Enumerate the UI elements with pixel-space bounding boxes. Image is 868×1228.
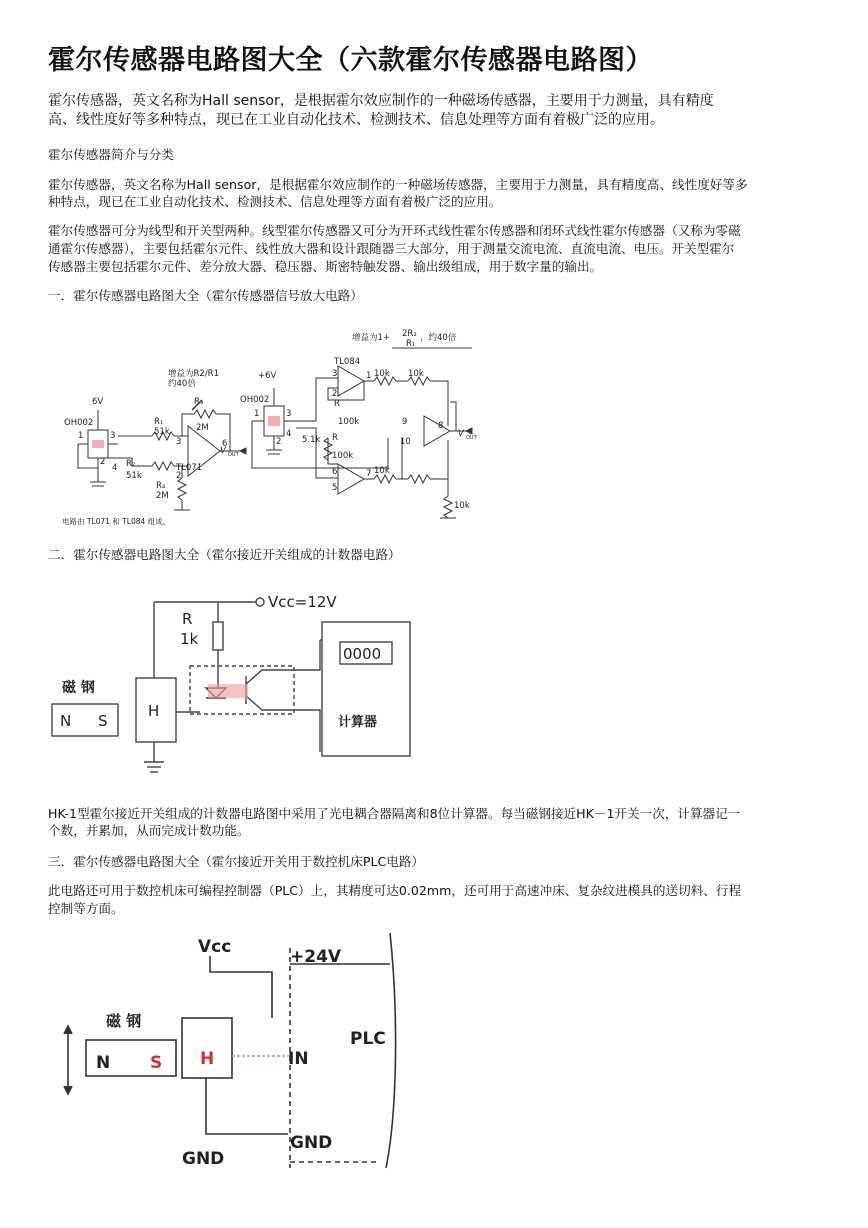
fig1-right-pin3: 3	[332, 369, 338, 379]
amplifier-circuit-figure	[52, 318, 502, 533]
fig1-left-pin3: 3	[110, 431, 116, 441]
fig1-right-supply: +6V	[258, 371, 277, 381]
fig1-right-pin7: 7	[366, 469, 372, 479]
fig1-right-pin5: 5	[332, 483, 338, 493]
heading-1: 一．霍尔传感器电路图大全（霍尔传感器信号放大电路）	[48, 288, 363, 303]
fig1-right-pin2: 2	[276, 437, 282, 447]
fig3-gnd-right: GND	[290, 1133, 333, 1153]
fig1-right-pin1: 1	[366, 371, 372, 381]
fig1-left-r2-value: 51k	[126, 471, 142, 481]
fig1-left-rf-label: R₃	[194, 397, 204, 407]
counter-circuit-figure	[50, 592, 420, 792]
section-heading-intro: 霍尔传感器简介与分类	[48, 147, 174, 162]
fig2-n: N	[60, 712, 72, 730]
fig1-left-pin1: 1	[78, 431, 84, 441]
fig1-left-rg-label: R₄	[156, 481, 166, 491]
fig3-vcc: Vcc	[198, 937, 232, 957]
fig1-left-pin2b: 2	[176, 471, 182, 481]
para3-line-2: 个数，并累加，从而完成计数功能。	[48, 823, 250, 838]
fig1-left-supply: 6V	[92, 397, 104, 407]
fig2-s: S	[98, 712, 108, 730]
fig1-left-pin2: 2	[100, 457, 106, 467]
para3-line-1: HK-1型霍尔接近开关组成的计数器电路图中采用了光电耦合器隔离和8位计算器。每当磁钢接近HK－1开关一次，计算器记一	[48, 806, 741, 821]
fig3-v24: +24V	[290, 947, 342, 967]
fig2-magnet: 磁 钢	[62, 680, 95, 696]
fig1-right-gain-tail: ，约40倍	[420, 333, 457, 343]
fig1-left-rf-value: 2M	[196, 423, 209, 433]
fig1-right-pin10: 10	[400, 437, 411, 447]
fig1-right-pin9: 9	[402, 417, 408, 427]
fig1-left-out-sub: OUT	[228, 452, 239, 458]
fig3-in: IN	[288, 1049, 309, 1069]
para1-line-1: 霍尔传感器，英文名称为Hall sensor，是根据霍尔效应制作的一种磁场传感器，主要用于力测量，具有精度高、线性度好等多	[48, 177, 748, 192]
fig1-right-rr2: R	[332, 433, 338, 443]
fig1-right-r10k-c: 10k	[374, 466, 390, 476]
fig1-left-gain2: 约40倍	[168, 379, 196, 389]
para1-line-2: 种特点，现已在工业自动化技术、检测技术、信息处理等方面有着极广泛的应用。	[48, 194, 502, 209]
fig1-right-rr1: R	[334, 399, 340, 409]
fig1-right-r10k-b: 10k	[408, 369, 424, 379]
fig1-left-pin3b: 3	[176, 437, 182, 447]
fig1-right-gain-num: 2R₂	[402, 329, 417, 339]
fig1-left-gain: 增益为R2/R1	[168, 369, 219, 379]
fig1-right-gain: 增益为1+	[352, 333, 391, 343]
fig2-counter: 计算器	[338, 715, 378, 730]
fig1-right-pin3: 3	[286, 409, 292, 419]
fig1-right-r100k-b: 100k	[332, 451, 354, 461]
fig1-right-out: V	[458, 429, 464, 439]
heading-3: 三．霍尔传感器电路图大全（霍尔接近开关用于数控机床PLC电路）	[48, 854, 425, 869]
fig1-right-r100k-a: 100k	[338, 417, 360, 427]
para4-line-1: 此电路还可用于数控机床可编程控制器（PLC）上，其精度可达0.02mm，还可用于高速冲床、复杂纹进模具的送切料、行程	[48, 883, 742, 898]
intro-line-1: 霍尔传感器，英文名称为Hall sensor，是根据霍尔效应制作的一种磁场传感器，主要用于力测量，具有精度	[48, 93, 714, 109]
fig1-right-r10k-d: 10k	[454, 501, 470, 511]
fig1-right-pin2: 2	[332, 389, 338, 399]
fig2-r-value: 1k	[180, 630, 199, 648]
fig1-caption: 电路由 TL071 和 TL084 组成。	[62, 517, 171, 526]
heading-2: 二．霍尔传感器电路图大全（霍尔接近开关组成的计数器电路）	[48, 547, 401, 562]
fig2-h: H	[148, 702, 160, 720]
fig3-n: N	[96, 1053, 111, 1073]
fig1-left-r1-label: R₁	[154, 417, 164, 427]
fig1-right-r10k-a: 10k	[374, 369, 390, 379]
para4-line-2: 控制等方面。	[48, 901, 124, 916]
fig1-right-amp: TL084	[334, 357, 361, 367]
para2-line-2: 通霍尔传感器），主要包括霍尔元件、线性放大器和设计跟随器三大部分，用于测量交流电流、直流电流、电压。开关型霍尔	[48, 241, 735, 256]
fig3-h: H	[200, 1049, 215, 1069]
fig1-left-rg-value: 2M	[156, 491, 169, 501]
page-title: 霍尔传感器电路图大全（六款霍尔传感器电路图）	[48, 45, 653, 76]
fig1-left-pin4: 4	[112, 463, 118, 473]
fig1-left-r1-value: 51k	[154, 427, 170, 437]
fig1-right-pin4: 4	[286, 429, 292, 439]
fig1-left-out: V	[220, 446, 226, 456]
fig1-right-sensor: OH002	[240, 395, 270, 405]
para2-line-3: 传感器主要包括霍尔元件、差分放大器、稳压器、斯密特触发器、输出级组成，用于数字量的输出。	[48, 259, 603, 274]
fig2-vcc: Vcc=12V	[268, 593, 337, 611]
fig1-left-sensor: OH002	[64, 418, 94, 428]
fig1-right-pin8: 8	[438, 421, 444, 431]
fig1-right-pin6: 6	[332, 467, 338, 477]
para2-line-1: 霍尔传感器可分为线型和开关型两种。线型霍尔传感器又可分为开环式线性霍尔传感器和闭环式线性霍尔传感器（又称为零磁	[48, 223, 741, 238]
plc-circuit-figure	[50, 928, 410, 1178]
fig1-right-pin1: 1	[254, 409, 260, 419]
fig3-magnet: 磁 钢	[106, 1012, 142, 1030]
fig3-plc: PLC	[350, 1029, 386, 1049]
fig1-left-r2-label: R₂	[126, 459, 136, 469]
fig1-right-gain-den: R₁	[406, 339, 416, 349]
fig1-left-amp: TL071	[176, 463, 203, 473]
fig3-s: S	[150, 1053, 163, 1073]
fig2-display: 0000	[343, 645, 382, 663]
intro-line-2: 高、线性度好等多种特点，现已在工业自动化技术、检测技术、信息处理等方面有着极广泛的应用。	[48, 112, 664, 128]
fig1-left-pin6: 6	[222, 439, 228, 449]
fig1-right-r51k: 5.1k	[302, 435, 321, 445]
fig3-gnd-bottom: GND	[182, 1149, 225, 1169]
fig2-r-label: R	[182, 610, 193, 628]
fig1-right-out-sub: OUT	[466, 435, 477, 441]
